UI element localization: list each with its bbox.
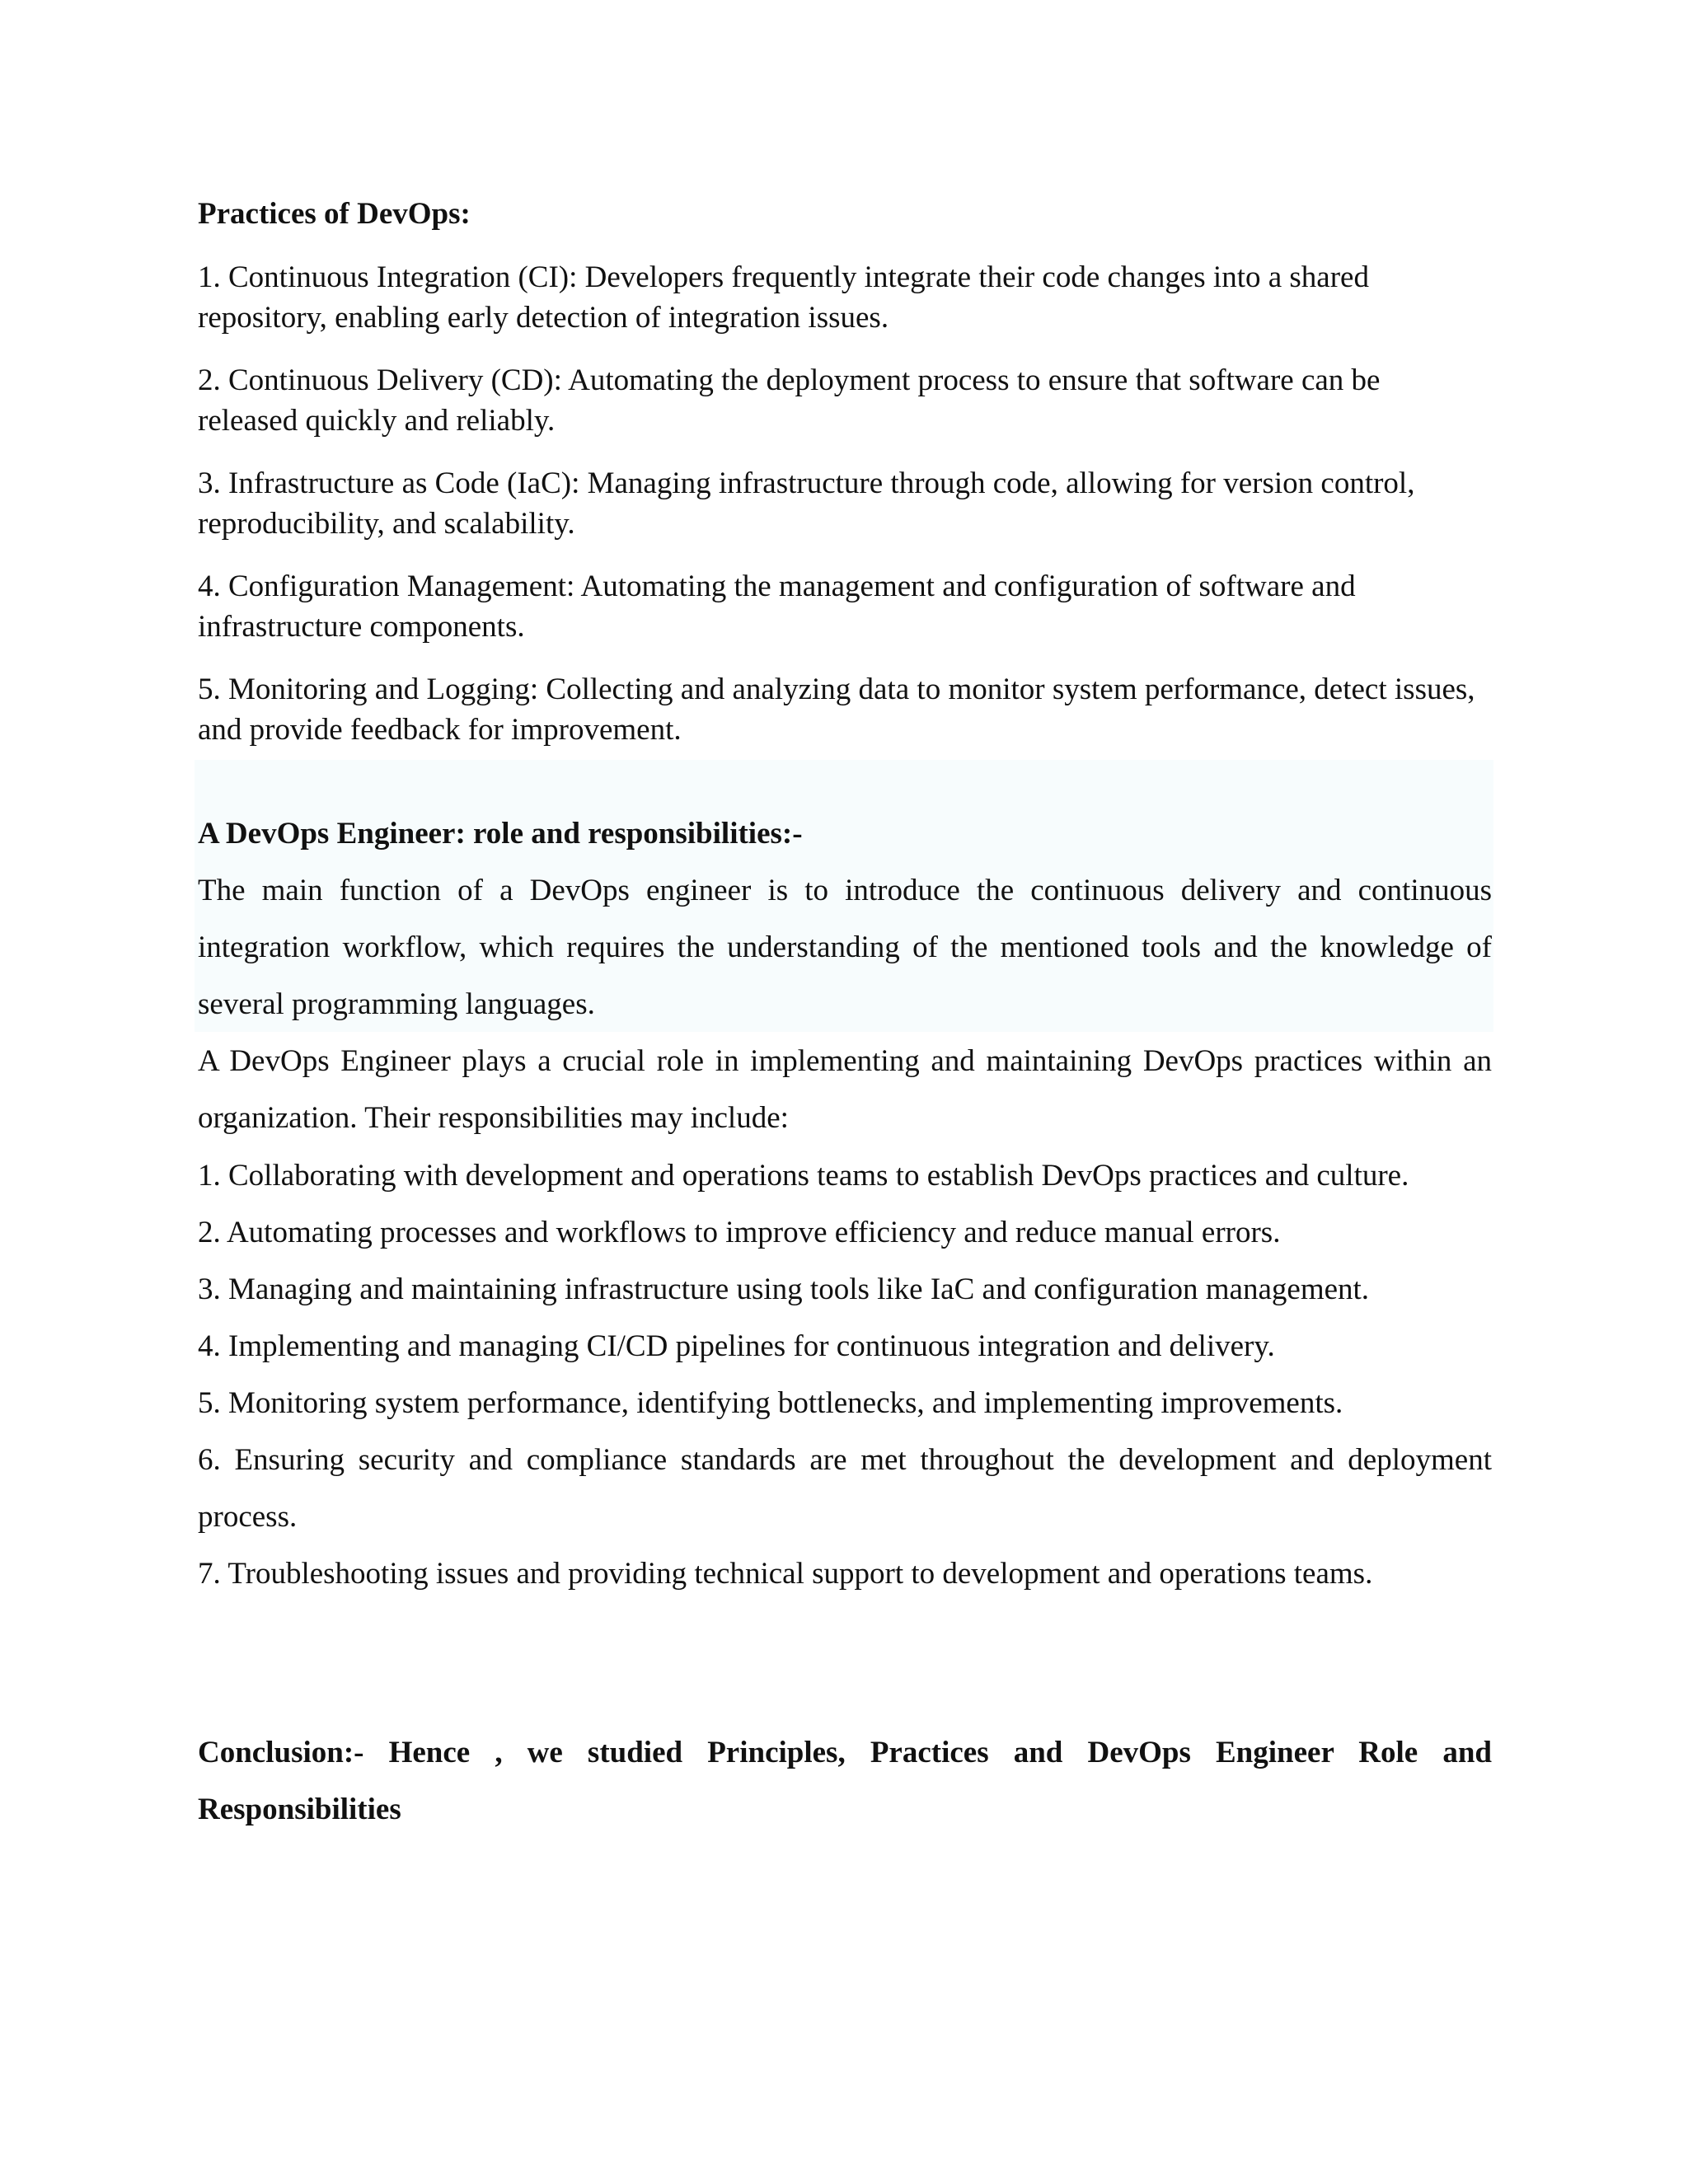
practice-item-3: 3. Infrastructure as Code (IaC): Managing infrastructure through code, allowing for version control, reproducibility, and scalability. <box>198 466 1415 541</box>
responsibility-item-7: 7. Troubleshooting issues and providing technical support to development and operations teams. <box>198 1557 1373 1591</box>
engineer-lead: A DevOps Engineer plays a crucial role in implementing and maintaining DevOps practices within an organization. Their responsibilities may include: <box>198 1044 1492 1135</box>
responsibility-item-1: 1. Collaborating with development and operations teams to establish DevOps practices and culture. <box>198 1159 1409 1193</box>
practice-item-4: 4. Configuration Management: Automating the management and configuration of software and infrastructure components. <box>198 569 1356 644</box>
conclusion-text: Conclusion:- Hence , we studied Principles, Practices and DevOps Engineer Role and Responsibilities <box>198 1736 1492 1826</box>
practices-heading: Practices of DevOps: <box>198 197 471 231</box>
practice-item-2: 2. Continuous Delivery (CD): Automating the deployment process to ensure that software can be released quickly and reliably. <box>198 363 1381 438</box>
responsibility-item-5: 5. Monitoring system performance, identifying bottlenecks, and implementing improvements. <box>198 1386 1343 1420</box>
engineer-heading: A DevOps Engineer: role and responsibilities:- <box>198 817 803 851</box>
responsibility-item-2: 2. Automating processes and workflows to improve efficiency and reduce manual errors. <box>198 1216 1281 1249</box>
responsibility-item-6: 6. Ensuring security and compliance standards are met throughout the development and deployment process. <box>198 1443 1492 1534</box>
practice-item-5: 5. Monitoring and Logging: Collecting and analyzing data to monitor system performance, detect issues, and provide feedback for improvement. <box>198 673 1475 747</box>
engineer-intro: The main function of a DevOps engineer is to introduce the continuous delivery and continuous integration workflow, which requires the understanding of the mentioned tools and the knowledge of several programming languages. <box>198 874 1492 1021</box>
practice-item-1: 1. Continuous Integration (CI): Developers frequently integrate their code changes into a shared repository, enabling early detection of integration issues. <box>198 260 1369 335</box>
responsibility-item-3: 3. Managing and maintaining infrastructure using tools like IaC and configuration management. <box>198 1272 1370 1306</box>
responsibility-item-4: 4. Implementing and managing CI/CD pipelines for continuous integration and delivery. <box>198 1329 1275 1363</box>
